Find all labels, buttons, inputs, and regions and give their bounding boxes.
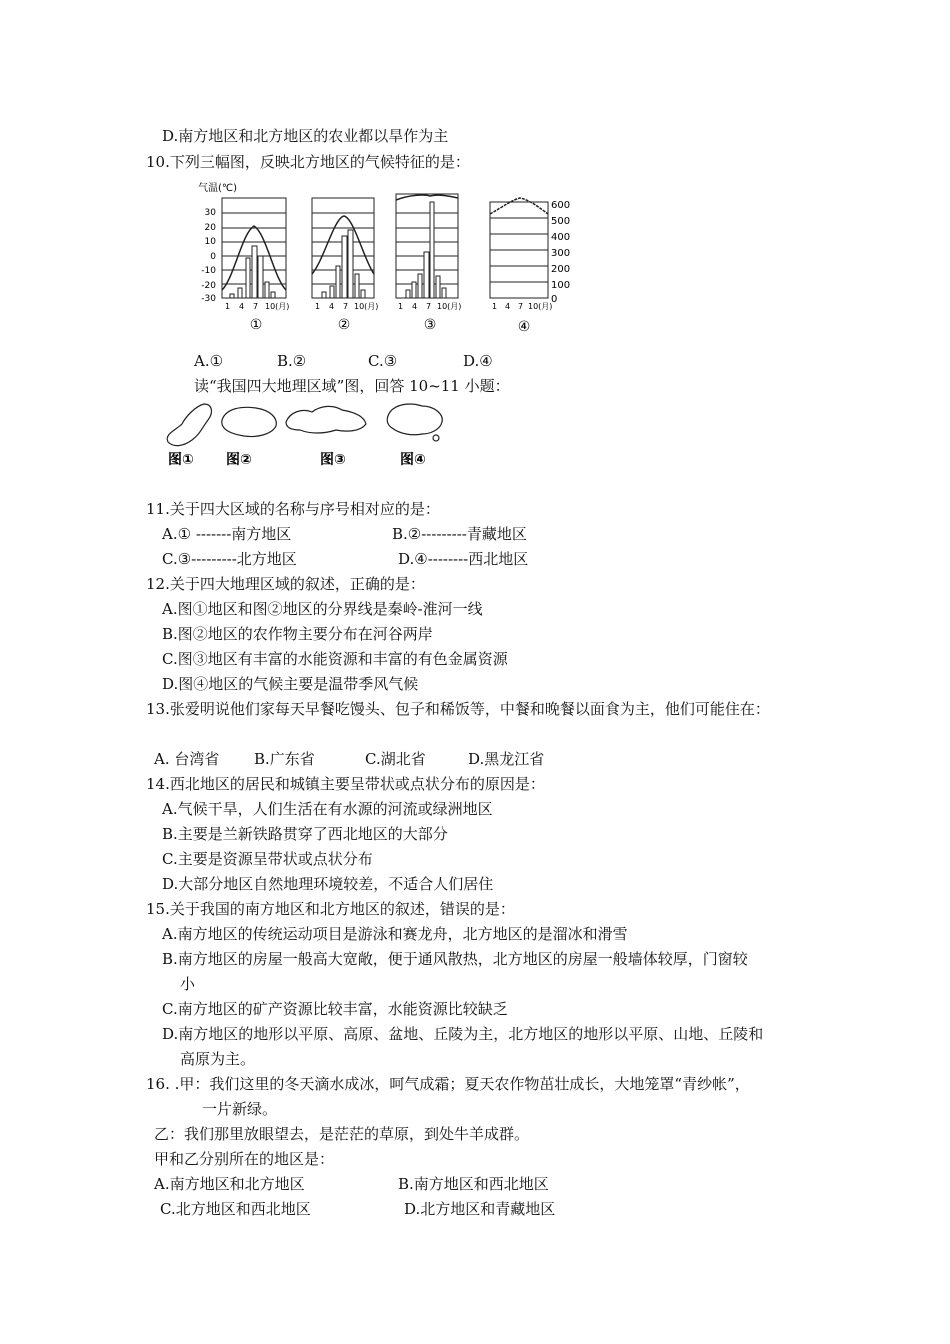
month-tick: 1 xyxy=(398,302,404,311)
q16-stem: 16. .甲：我们这里的冬天滴水成冰，呵气成霜；夏天农作物茁壮成长，大地笼罩“青纱帐”， xyxy=(146,1075,750,1093)
q12-option-a: A.图①地区和图②地区的分界线是秦岭-淮河一线 xyxy=(162,600,483,618)
month-tick: 1 xyxy=(225,302,231,311)
region-map-4 xyxy=(387,404,442,435)
q11-option-d: D.④--------西北地区 xyxy=(398,550,529,568)
climate-chart-3 xyxy=(396,194,458,298)
q15-option-b-cont: 小 xyxy=(180,975,196,993)
temp-tick: -30 xyxy=(201,294,216,304)
region-maps-figure xyxy=(160,398,460,472)
month-tick: 10(月) xyxy=(437,302,462,311)
region-map-1 xyxy=(167,404,211,446)
precip-tick: 400 xyxy=(551,232,571,243)
region-map-label-3: 图③ xyxy=(320,452,346,468)
q14-option-b: B.主要是兰新铁路贯穿了西北地区的大部分 xyxy=(162,825,448,843)
q12-option-c: C.图③地区有丰富的水能资源和丰富的有色金属资源 xyxy=(162,650,508,668)
month-tick: 4 xyxy=(329,302,335,311)
climate-chart-2 xyxy=(312,198,374,298)
q12-stem: 12.关于四大地理区域的叙述，正确的是： xyxy=(146,575,425,593)
region-map-2 xyxy=(222,407,277,436)
q14-option-a: A.气候干旱，人们生活在有水源的河流或绿洲地区 xyxy=(162,800,493,818)
q11-option-b: B.②---------青藏地区 xyxy=(392,525,527,543)
q15-option-d-cont: 高原为主。 xyxy=(180,1050,256,1068)
q16-option-b: B.南方地区和西北地区 xyxy=(398,1175,549,1193)
q11-option-c: C.③---------北方地区 xyxy=(162,550,297,568)
month-tick: 1 xyxy=(315,302,321,311)
region-map-3 xyxy=(286,406,366,433)
month-tick: 7 xyxy=(518,302,524,311)
temp-tick: -10 xyxy=(201,266,216,276)
temp-tick: 10 xyxy=(204,237,216,247)
q16-option-a: A.南方地区和北方地区 xyxy=(154,1175,305,1193)
q9-option-d: D.南方地区和北方地区的农业都以旱作为主 xyxy=(162,127,449,145)
q11-option-a: A.① -------南方地区 xyxy=(162,525,292,543)
q14-stem: 14.西北地区的居民和城镇主要呈带状或点状分布的原因是： xyxy=(146,775,545,793)
temp-tick: 30 xyxy=(204,208,216,218)
q12-option-d: D.图④地区的气候主要是温带季风气候 xyxy=(162,675,419,693)
y-axis-title: 气温(℃) xyxy=(198,183,238,194)
precip-tick: 600 xyxy=(551,200,571,211)
chart-label-4: ④ xyxy=(517,319,531,335)
climate-charts-svg xyxy=(194,178,584,338)
q11-stem: 11.关于四大区域的名称与序号相对应的是： xyxy=(146,500,440,518)
precip-tick: 500 xyxy=(551,216,571,227)
q13-option-b: B.广东省 xyxy=(254,750,315,768)
climate-chart-4 xyxy=(490,198,548,298)
q13-option-a: A. 台湾省 xyxy=(154,750,220,768)
precip-tick: 200 xyxy=(551,264,571,275)
month-tick: 1 xyxy=(492,302,498,311)
q10-option-a: A.① xyxy=(194,352,224,370)
q10-option-c: C.③ xyxy=(368,352,398,370)
chart-label-3: ③ xyxy=(423,317,437,333)
chart-label-1: ① xyxy=(249,317,263,333)
q16-ask: 甲和乙分别所在的地区是： xyxy=(154,1150,335,1168)
precip-tick: 100 xyxy=(551,280,571,291)
q13-option-c: C.湖北省 xyxy=(365,750,426,768)
month-tick: 7 xyxy=(343,302,349,311)
climate-chart-1 xyxy=(222,198,286,298)
q15-option-c: C.南方地区的矿产资源比较丰富，水能资源比较缺乏 xyxy=(162,1000,508,1018)
precip-tick: 300 xyxy=(551,248,571,259)
temp-tick: 20 xyxy=(204,223,216,233)
q13-option-d: D.黑龙江省 xyxy=(468,750,545,768)
q14-option-d: D.大部分地区自然地理环境较差，不适合人们居住 xyxy=(162,875,494,893)
region-map-label-4: 图④ xyxy=(400,452,426,468)
q15-stem: 15.关于我国的南方地区和北方地区的叙述，错误的是： xyxy=(146,900,515,918)
month-tick: 10(月) xyxy=(265,302,290,311)
climate-charts-figure xyxy=(194,178,584,338)
q15-option-a: A.南方地区的传统运动项目是游泳和赛龙舟，北方地区的是溜冰和滑雪 xyxy=(162,925,628,943)
q10-stem: 10.下列三幅图，反映北方地区的气候特征的是： xyxy=(146,153,470,171)
region-map-label-2: 图② xyxy=(226,452,252,468)
region-map-label-1: 图① xyxy=(168,452,194,468)
chart-label-2: ② xyxy=(337,317,351,333)
month-tick: 4 xyxy=(505,302,511,311)
precip-tick: 0 xyxy=(551,294,558,305)
read-prompt: 读“我国四大地理区域”图，回答 10~11 小题： xyxy=(194,377,510,395)
month-tick: 7 xyxy=(426,302,432,311)
q15-option-b: B.南方地区的房屋一般高大宽敞，便于通风散热，北方地区的房屋一般墙体较厚，门窗较 xyxy=(162,950,748,968)
month-tick: 4 xyxy=(239,302,245,311)
q16-yi: 乙：我们那里放眼望去，是茫茫的草原，到处牛羊成群。 xyxy=(154,1125,530,1143)
q14-option-c: C.主要是资源呈带状或点状分布 xyxy=(162,850,373,868)
region-maps-svg xyxy=(160,398,460,472)
q16-option-c: C.北方地区和西北地区 xyxy=(160,1200,311,1218)
temp-tick: 0 xyxy=(210,252,216,262)
q16-stem-cont: 一片新绿。 xyxy=(202,1100,278,1118)
q16-option-d: D.北方地区和青藏地区 xyxy=(404,1200,556,1218)
q10-option-d: D.④ xyxy=(463,352,493,370)
month-tick: 10(月) xyxy=(528,302,553,311)
month-tick: 10(月) xyxy=(354,302,379,311)
q10-option-b: B.② xyxy=(277,352,307,370)
month-tick: 4 xyxy=(412,302,418,311)
q12-option-b: B.图②地区的农作物主要分布在河谷两岸 xyxy=(162,625,433,643)
temp-tick: -20 xyxy=(201,281,216,291)
q13-stem: 13.张爱明说他们家每天早餐吃馒头、包子和稀饭等，中餐和晚餐以面食为主，他们可能住在： xyxy=(146,700,770,718)
q15-option-d: D.南方地区的地形以平原、高原、盆地、丘陵为主，北方地区的地形以平原、山地、丘陵和 xyxy=(162,1025,764,1043)
month-tick: 7 xyxy=(253,302,259,311)
